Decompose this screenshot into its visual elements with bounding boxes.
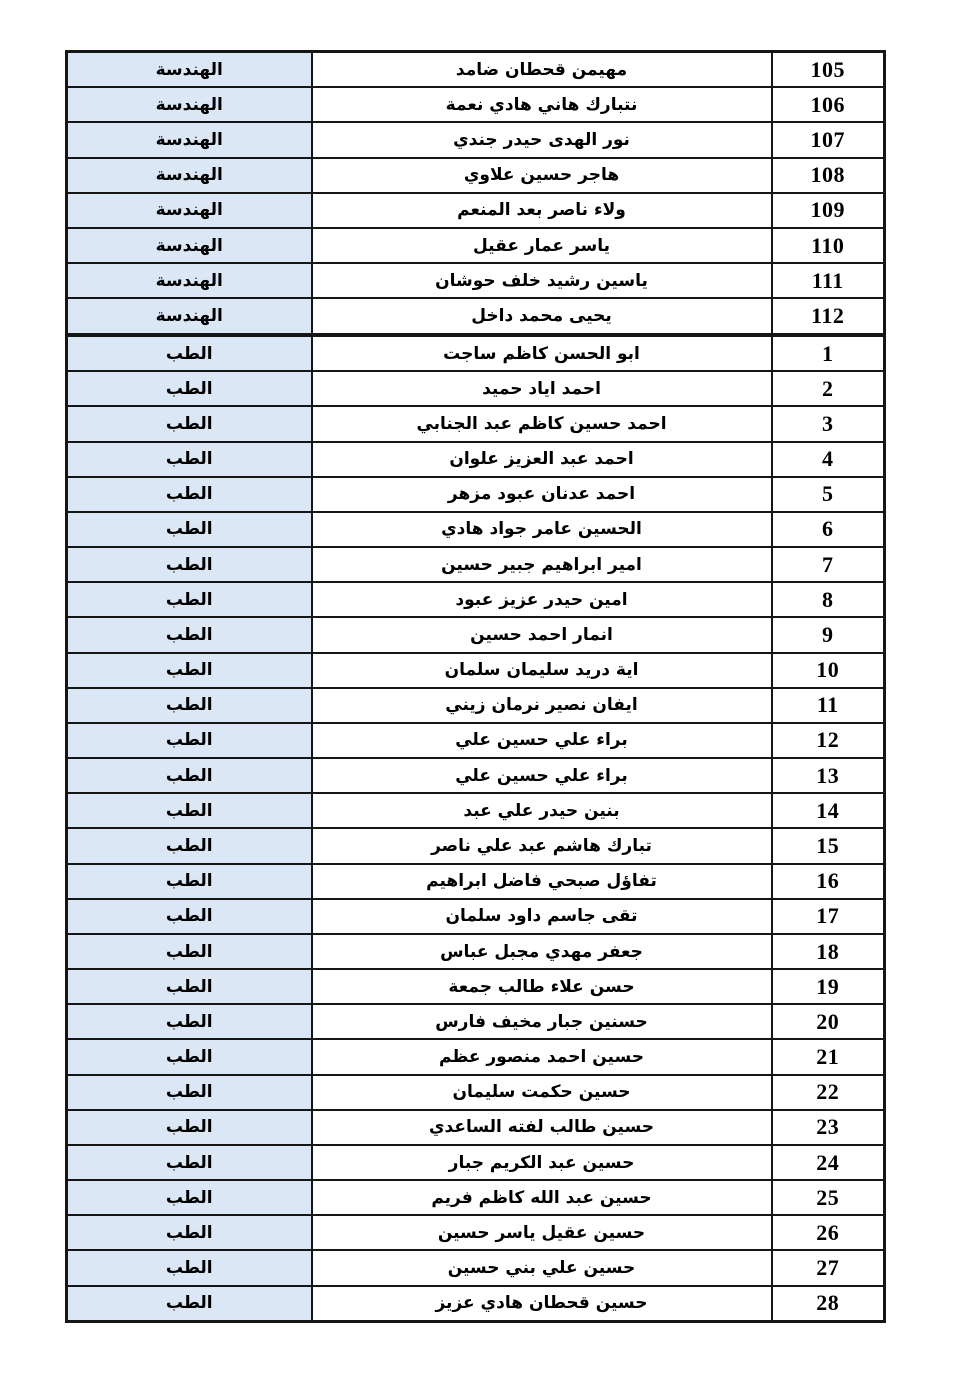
student-name-cell: حسين عبد الله كاظم فريم: [312, 1180, 772, 1215]
row-number-cell: 17: [772, 899, 885, 934]
row-number-cell: 11: [772, 688, 885, 723]
table-row: [67, 758, 885, 793]
table-row: [67, 582, 885, 617]
department-cell: الطب: [67, 1215, 312, 1250]
student-name-cell: ابو الحسن كاظم ساجت: [312, 336, 772, 371]
student-name-cell: يحيى محمد داخل: [312, 298, 772, 333]
table-row: [67, 52, 885, 88]
table-row: [67, 1250, 885, 1285]
table-row: [67, 336, 885, 371]
department-cell: الطب: [67, 1004, 312, 1039]
row-number-cell: 111: [772, 263, 885, 298]
table-row: [67, 263, 885, 298]
student-name-cell: بنين حيدر علي عبد: [312, 793, 772, 828]
row-number-cell: 27: [772, 1250, 885, 1285]
student-name-cell: احمد عبد العزيز علوان: [312, 442, 772, 477]
student-name-cell: احمد اياد حميد: [312, 371, 772, 406]
row-number-cell: 112: [772, 298, 885, 333]
row-number-cell: 13: [772, 758, 885, 793]
row-number-cell: 23: [772, 1110, 885, 1145]
department-cell: الطب: [67, 688, 312, 723]
table-row: [67, 1004, 885, 1039]
table-row: [67, 477, 885, 512]
department-cell: الطب: [67, 512, 312, 547]
student-name-cell: حسن علاء طالب جمعة: [312, 969, 772, 1004]
department-cell: الطب: [67, 1145, 312, 1180]
row-number-cell: 109: [772, 193, 885, 228]
department-cell: الطب: [67, 617, 312, 652]
row-number-cell: 16: [772, 864, 885, 899]
department-cell: الهندسة: [67, 193, 312, 228]
table-row: [67, 371, 885, 406]
row-number-cell: 28: [772, 1286, 885, 1322]
row-number-cell: 20: [772, 1004, 885, 1039]
student-name-cell: حسين حكمت سليمان: [312, 1075, 772, 1110]
table-row: [67, 1286, 885, 1322]
row-number-cell: 22: [772, 1075, 885, 1110]
department-cell: الطب: [67, 864, 312, 899]
roster-body: [67, 52, 885, 1322]
table-row: [67, 899, 885, 934]
row-number-cell: 24: [772, 1145, 885, 1180]
department-cell: الهندسة: [67, 122, 312, 157]
table-row: [67, 864, 885, 899]
student-name-cell: ياسر عمار عقيل: [312, 228, 772, 263]
department-cell: الهندسة: [67, 87, 312, 122]
row-number-cell: 18: [772, 934, 885, 969]
department-cell: الطب: [67, 477, 312, 512]
table-row: [67, 228, 885, 263]
row-number-cell: 14: [772, 793, 885, 828]
student-name-cell: حسين علي بني حسين: [312, 1250, 772, 1285]
student-name-cell: حسين عبد الكريم جبار: [312, 1145, 772, 1180]
department-cell: الهندسة: [67, 263, 312, 298]
department-cell: الطب: [67, 758, 312, 793]
table-row: [67, 723, 885, 758]
department-cell: الطب: [67, 371, 312, 406]
department-cell: الطب: [67, 1075, 312, 1110]
student-name-cell: حسين قحطان هادي عزيز: [312, 1286, 772, 1322]
row-number-cell: 7: [772, 547, 885, 582]
department-cell: الطب: [67, 1286, 312, 1322]
table-row: [67, 1075, 885, 1110]
department-cell: الطب: [67, 969, 312, 1004]
department-cell: الطب: [67, 406, 312, 441]
department-cell: الهندسة: [67, 52, 312, 88]
row-number-cell: 110: [772, 228, 885, 263]
student-name-cell: حسين عقيل ياسر حسين: [312, 1215, 772, 1250]
student-name-cell: ولاء ناصر بعد المنعم: [312, 193, 772, 228]
row-number-cell: 108: [772, 158, 885, 193]
student-roster-table: [65, 50, 886, 1323]
table-row: [67, 828, 885, 863]
table-row: [67, 298, 885, 333]
row-number-cell: 4: [772, 442, 885, 477]
department-cell: الطب: [67, 1039, 312, 1074]
table-row: [67, 934, 885, 969]
table-row: [67, 1215, 885, 1250]
table-row: [67, 617, 885, 652]
row-number-cell: 26: [772, 1215, 885, 1250]
department-cell: الهندسة: [67, 158, 312, 193]
department-cell: الطب: [67, 793, 312, 828]
row-number-cell: 107: [772, 122, 885, 157]
department-cell: الطب: [67, 828, 312, 863]
student-name-cell: هاجر حسين علاوي: [312, 158, 772, 193]
row-number-cell: 8: [772, 582, 885, 617]
student-name-cell: تبارك هاشم عبد علي ناصر: [312, 828, 772, 863]
row-number-cell: 12: [772, 723, 885, 758]
student-name-cell: حسين طالب لفته الساعدي: [312, 1110, 772, 1145]
department-cell: الطب: [67, 934, 312, 969]
student-name-cell: انمار احمد حسين: [312, 617, 772, 652]
row-number-cell: 5: [772, 477, 885, 512]
department-cell: الطب: [67, 723, 312, 758]
table-row: [67, 969, 885, 1004]
row-number-cell: 19: [772, 969, 885, 1004]
student-name-cell: نور الهدى حيدر جندي: [312, 122, 772, 157]
department-cell: الطب: [67, 653, 312, 688]
student-name-cell: امير ابراهيم جبير حسين: [312, 547, 772, 582]
student-name-cell: حسين احمد منصور عظم: [312, 1039, 772, 1074]
row-number-cell: 2: [772, 371, 885, 406]
table-row: [67, 87, 885, 122]
department-cell: الطب: [67, 582, 312, 617]
table-row: [67, 158, 885, 193]
department-cell: الهندسة: [67, 298, 312, 333]
table-row: [67, 1039, 885, 1074]
row-number-cell: 6: [772, 512, 885, 547]
department-cell: الهندسة: [67, 228, 312, 263]
student-name-cell: براء علي حسين علي: [312, 758, 772, 793]
student-name-cell: احمد حسين كاظم عبد الجنابي: [312, 406, 772, 441]
student-name-cell: نتبارك هاني هادي نعمة: [312, 87, 772, 122]
row-number-cell: 15: [772, 828, 885, 863]
student-name-cell: تقى جاسم داود سلمان: [312, 899, 772, 934]
table-row: [67, 1145, 885, 1180]
table-row: [67, 442, 885, 477]
row-number-cell: 25: [772, 1180, 885, 1215]
student-name-cell: امين حيدر عزيز عبود: [312, 582, 772, 617]
table-row: [67, 793, 885, 828]
department-cell: الطب: [67, 899, 312, 934]
row-number-cell: 10: [772, 653, 885, 688]
student-name-cell: ايفان نصير نرمان زيني: [312, 688, 772, 723]
department-cell: الطب: [67, 442, 312, 477]
department-cell: الطب: [67, 1180, 312, 1215]
row-number-cell: 9: [772, 617, 885, 652]
table-row: [67, 547, 885, 582]
table-row: [67, 122, 885, 157]
department-cell: الطب: [67, 1250, 312, 1285]
student-name-cell: مهيمن قحطان ضامد: [312, 52, 772, 88]
table-row: [67, 406, 885, 441]
student-name-cell: احمد عدنان عبود مزهر: [312, 477, 772, 512]
row-number-cell: 21: [772, 1039, 885, 1074]
department-cell: الطب: [67, 1110, 312, 1145]
row-number-cell: 1: [772, 336, 885, 371]
table-row: [67, 688, 885, 723]
department-cell: الطب: [67, 336, 312, 371]
table-row: [67, 512, 885, 547]
table-row: [67, 1180, 885, 1215]
table-row: [67, 1110, 885, 1145]
department-cell: الطب: [67, 547, 312, 582]
row-number-cell: 106: [772, 87, 885, 122]
row-number-cell: 105: [772, 52, 885, 88]
student-name-cell: ياسين رشيد خلف حوشان: [312, 263, 772, 298]
row-number-cell: 3: [772, 406, 885, 441]
student-name-cell: براء علي حسين علي: [312, 723, 772, 758]
table-row: [67, 653, 885, 688]
table-row: [67, 193, 885, 228]
student-name-cell: جعفر مهدي مجبل عباس: [312, 934, 772, 969]
student-name-cell: حسنين جبار مخيف فارس: [312, 1004, 772, 1039]
student-name-cell: الحسين عامر جواد هادي: [312, 512, 772, 547]
student-name-cell: اية دريد سليمان سلمان: [312, 653, 772, 688]
student-name-cell: تفاؤل صبحي فاضل ابراهيم: [312, 864, 772, 899]
